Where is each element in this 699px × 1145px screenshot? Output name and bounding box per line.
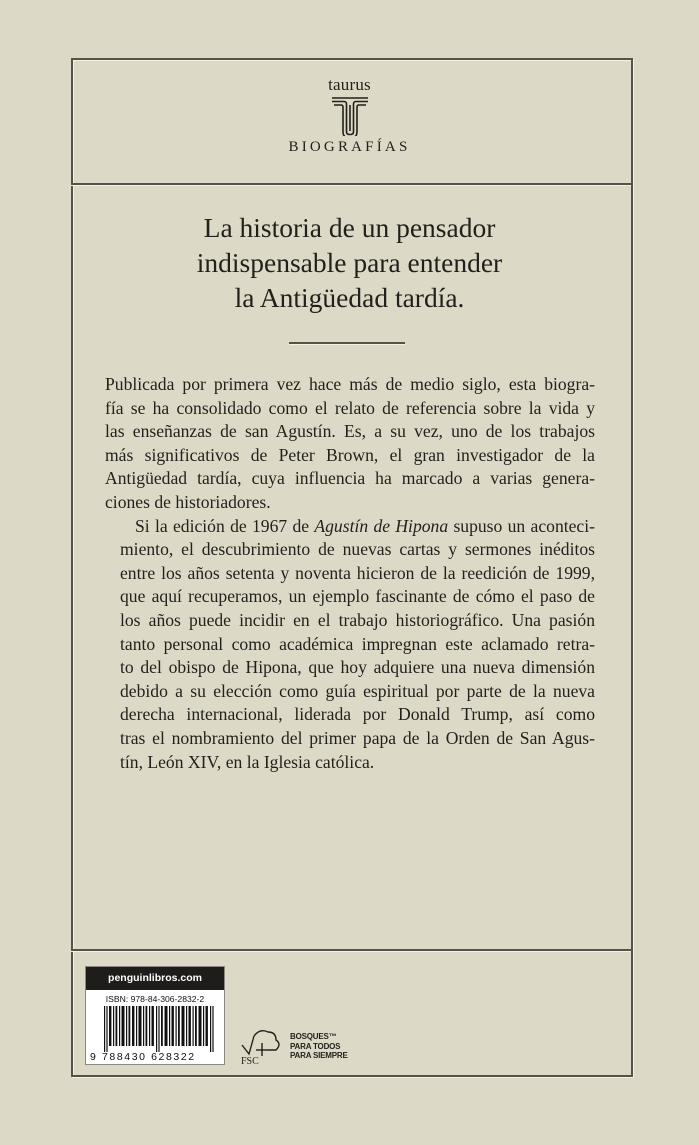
blurb-paragraph-1 — [105, 373, 595, 515]
blurb-line: los años puede incidir en el trabajo historiográfico. Una pasión — [120, 609, 595, 630]
blurb-line: que aquí recuperamos, un ejemplo fascinante de cómo el paso de — [120, 586, 595, 607]
fsc-slogan-line: PARA TODOS — [290, 1041, 341, 1051]
blurb-line: más significativos de Peter Brown, el gran investigador de la — [105, 444, 595, 465]
tagline-line: La historia de un pensador — [203, 212, 496, 243]
imprint-name: taurus — [328, 75, 371, 94]
collection-name: BIOGRAFÍAS — [288, 139, 411, 155]
fsc-label: FSC — [241, 1056, 259, 1067]
blurb-line: ciones de historiadores. — [105, 491, 271, 512]
blurb-line: debido a su elección como guía espiritual por parte de la nueva — [120, 680, 595, 701]
barcode-icon — [104, 1006, 216, 1052]
tagline — [0, 210, 699, 315]
barcode-digits: 9 788430 628322 — [90, 1051, 196, 1063]
book-title: Agustín de Hipona — [314, 515, 449, 536]
blurb-text — [105, 373, 595, 774]
blurb-line: entre los años setenta y noventa hicieron de la reedición de 1999, — [120, 562, 595, 583]
blurb-line: tín, León XIV, en la Iglesia católica. — [120, 751, 375, 772]
isbn-label: ISBN: 978-84-306-2832-2 — [105, 994, 205, 1004]
barcode-box — [85, 966, 225, 1065]
blurb-line: Antigüedad tardía, cuya influencia ha marcado a varias genera- — [105, 468, 595, 489]
fsc-slogan — [290, 1032, 348, 1061]
fsc-slogan-line: BOSQUES™ — [290, 1032, 337, 1041]
blurb-text-span: Si la edición de 1967 de — [135, 515, 315, 536]
blurb-line — [105, 515, 595, 539]
blurb-line: to del obispo de Hipona, que hoy adquiere una nueva dimensión — [120, 657, 595, 678]
fsc-slogan-line: PARA SIEMPRE — [290, 1051, 348, 1060]
ornament-rule — [289, 342, 405, 344]
blurb-line: miento, el descubrimiento de nuevas cartas y sermones inéditos — [120, 539, 595, 560]
blurb-line: tanto personal como académica impregnan este aclamado retra- — [120, 633, 595, 654]
blurb-text-span: supuso un aconteci- — [448, 515, 595, 536]
blurb-line: tras el nombramiento del primer papa de la Orden de San Agus- — [120, 727, 595, 748]
header-divider — [71, 183, 631, 185]
footer-divider — [71, 949, 631, 951]
taurus-t-logo-icon — [331, 96, 369, 136]
blurb-line: derecha internacional, liderada por Donald Trump, así como — [120, 704, 595, 725]
tagline-line: indispensable para entender — [196, 247, 503, 278]
blurb-line: fía se ha consolidado como el relato de referencia sobre la vida y — [105, 397, 595, 418]
website-label: penguinlibros.com — [86, 967, 224, 990]
blurb-paragraph-2 — [105, 515, 595, 775]
blurb-line: las enseñanzas de san Agustín. Es, a su vez, uno de los trabajos — [105, 421, 595, 442]
blurb-line: Publicada por primera vez hace más de medio siglo, esta biogra- — [105, 374, 595, 394]
tagline-line: la Antigüedad tardía. — [234, 282, 465, 313]
